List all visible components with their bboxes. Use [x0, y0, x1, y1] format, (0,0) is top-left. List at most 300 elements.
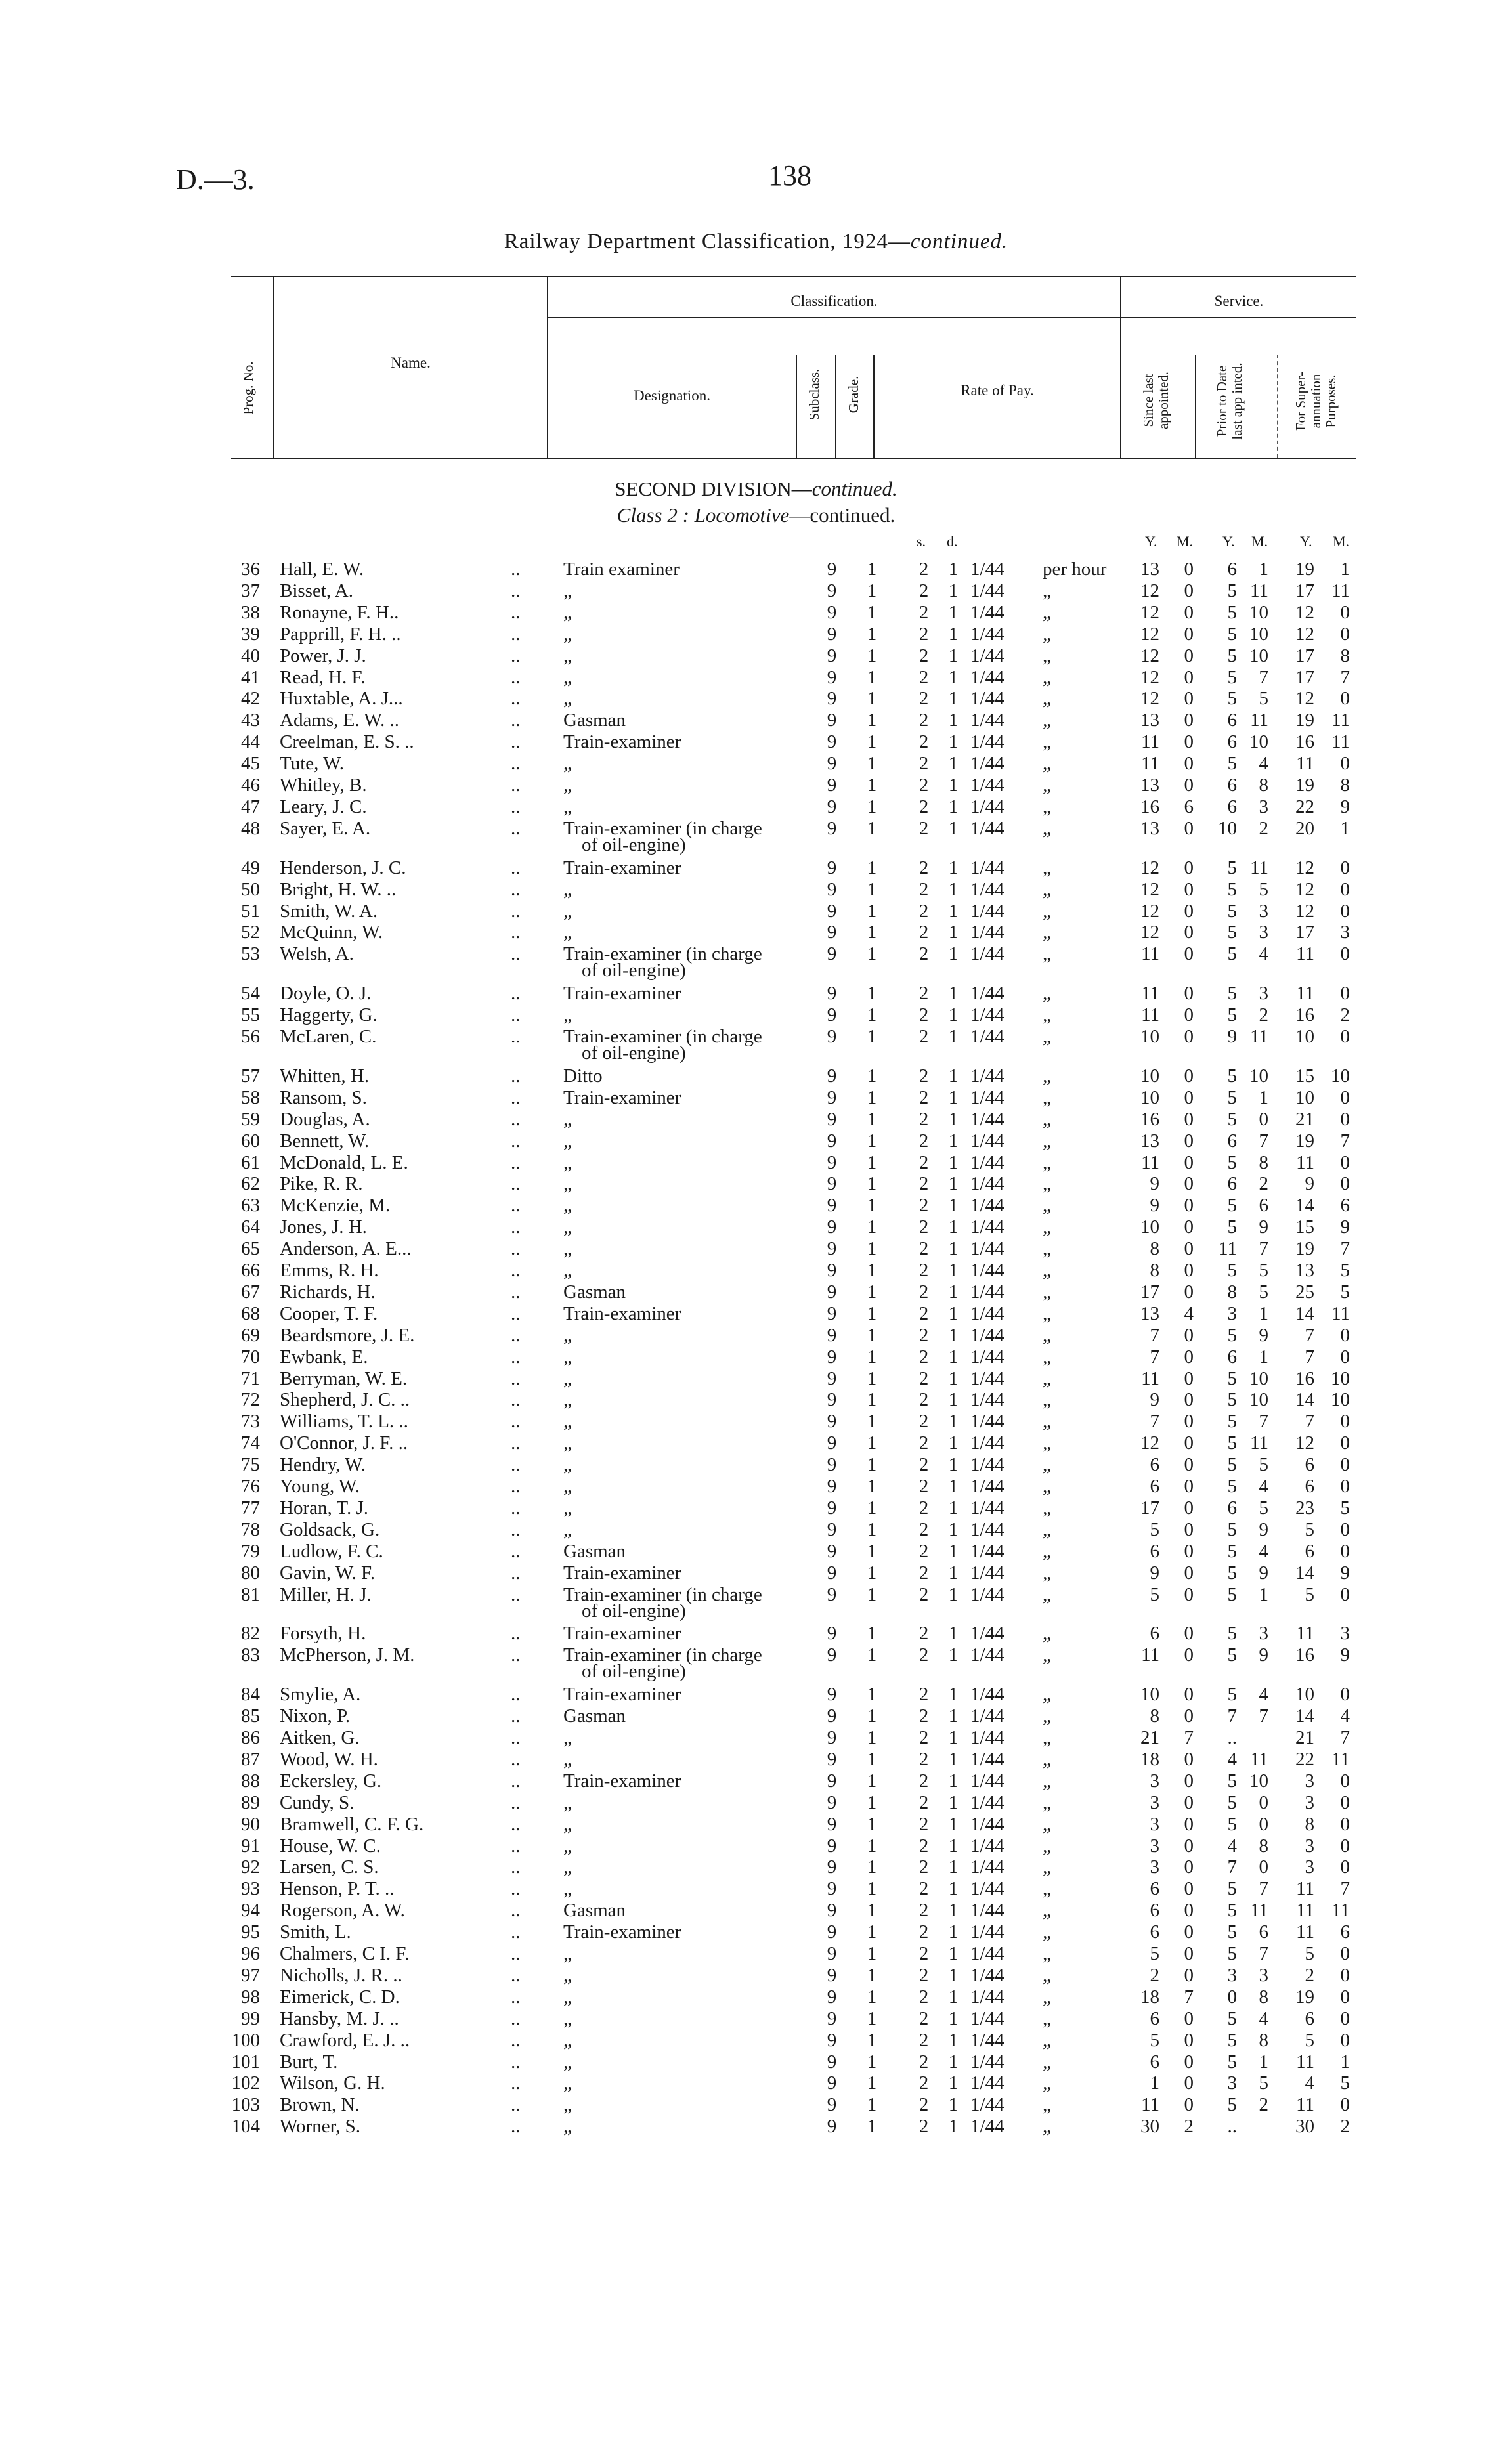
since-last-years: 6: [1150, 1540, 1159, 1562]
grade: 1: [867, 1857, 877, 1878]
designation: „: [563, 1411, 572, 1432]
rate-unit: „: [1043, 1476, 1051, 1497]
rate-unit: „: [1043, 2073, 1051, 2094]
leader-dots: ..: [511, 1813, 521, 1835]
super-months: 2: [1340, 2116, 1350, 2138]
super-months: 0: [1340, 753, 1350, 775]
rate-pence: 1: [948, 1792, 959, 1813]
rate-pence: 1: [948, 922, 959, 943]
super-years: 2: [1305, 1964, 1314, 1986]
since-last-years: 3: [1150, 1792, 1159, 1813]
since-last-months: 0: [1184, 601, 1194, 623]
rate-shillings: 2: [918, 1086, 929, 1108]
designation: „: [563, 1986, 572, 2008]
rate-shillings: 2: [918, 623, 929, 645]
prior-months: 9: [1259, 1562, 1268, 1583]
unit-y2: Y.: [1222, 533, 1235, 549]
subclass: 9: [827, 900, 837, 922]
table-row: [0, 1087, 1512, 1109]
designation: Train-examiner: [563, 1623, 681, 1644]
leader-dots: ..: [511, 1792, 521, 1813]
col-since-last: Since last appointed.: [1140, 371, 1171, 430]
prior-years: ..: [1227, 2116, 1237, 2138]
page-number: 138: [768, 160, 811, 192]
super-months: 0: [1340, 983, 1350, 1004]
rate-shillings: 2: [918, 1623, 929, 1644]
table-row: [0, 1943, 1512, 1965]
prior-years: ..: [1227, 1727, 1237, 1748]
employee-name: Eckersley, G.: [280, 1770, 382, 1792]
since-last-months: 0: [1184, 1813, 1194, 1835]
prior-months: 1: [1259, 1302, 1268, 1324]
leader-dots: ..: [511, 1900, 521, 1922]
rate-unit: „: [1043, 1216, 1051, 1238]
rate-shillings: 2: [918, 559, 929, 580]
employee-name: Beardsmore, J. E.: [280, 1324, 415, 1346]
super-years: 22: [1295, 1748, 1314, 1770]
rate-pence: 1: [948, 1706, 959, 1727]
prog-no: 93: [241, 1878, 260, 1900]
table-row: [0, 1771, 1512, 1792]
super-years: 3: [1305, 1792, 1314, 1813]
since-last-months: 0: [1184, 1108, 1194, 1130]
since-last-months: 0: [1184, 645, 1194, 666]
super-months: 0: [1340, 1770, 1350, 1792]
grade: 1: [867, 2051, 877, 2073]
leader-dots: ..: [511, 796, 521, 817]
employee-name: McQuinn, W.: [280, 922, 383, 943]
subclass: 9: [827, 1922, 837, 1943]
super-months: 0: [1340, 1346, 1350, 1367]
rate-fraction: 1/44: [970, 1476, 1004, 1497]
since-last-months: 0: [1184, 1583, 1194, 1605]
rate-unit: „: [1043, 645, 1051, 666]
rate-unit: „: [1043, 878, 1051, 900]
since-last-months: 0: [1184, 1173, 1194, 1195]
prior-months: 10: [1249, 1389, 1268, 1411]
super-months: 7: [1340, 1878, 1350, 1900]
rate-unit: „: [1043, 731, 1051, 753]
since-last-months: 0: [1184, 857, 1194, 878]
rate-shillings: 2: [918, 2008, 929, 2029]
leader-dots: ..: [511, 1986, 521, 2008]
rate-pence: 1: [948, 1346, 959, 1367]
rate-fraction: 1/44: [970, 817, 1004, 839]
rate-unit: „: [1043, 623, 1051, 645]
super-years: 19: [1295, 1238, 1314, 1260]
rate-shillings: 2: [918, 1922, 929, 1943]
rate-pence: 1: [948, 1623, 959, 1644]
rate-pence: 1: [948, 2029, 959, 2051]
grade: 1: [867, 1411, 877, 1432]
employee-name: Horan, T. J.: [280, 1497, 369, 1518]
designation: „: [563, 1108, 572, 1130]
col-sep-6: [873, 355, 875, 458]
table-row: [0, 1432, 1512, 1454]
rate-fraction: 1/44: [970, 1518, 1004, 1540]
employee-name: Goldsack, G.: [280, 1518, 380, 1540]
since-last-years: 16: [1140, 796, 1159, 817]
super-years: 6: [1305, 2008, 1314, 2029]
prior-months: 7: [1259, 1706, 1268, 1727]
designation: „: [563, 580, 572, 601]
grade: 1: [867, 601, 877, 623]
leader-dots: ..: [511, 922, 521, 943]
prior-months: 7: [1259, 1878, 1268, 1900]
super-years: 25: [1295, 1281, 1314, 1302]
rate-fraction: 1/44: [970, 1727, 1004, 1748]
rate-pence: 1: [948, 817, 959, 839]
table-row: [0, 943, 1512, 965]
title-main: Railway Department Classification, 1924—: [504, 230, 911, 253]
leader-dots: ..: [511, 1497, 521, 1518]
super-months: 0: [1340, 943, 1350, 965]
rate-unit: „: [1043, 580, 1051, 601]
since-last-months: 0: [1184, 1964, 1194, 1986]
rate-shillings: 2: [918, 1454, 929, 1476]
col-rate: Rate of Pay.: [961, 382, 1034, 398]
employee-name: Burt, T.: [280, 2051, 338, 2073]
table-row: [0, 710, 1512, 731]
prior-years: 5: [1227, 1540, 1237, 1562]
prog-no: 63: [241, 1195, 260, 1216]
since-last-months: 0: [1184, 1562, 1194, 1583]
rate-fraction: 1/44: [970, 1432, 1004, 1454]
prior-months: 7: [1259, 1130, 1268, 1151]
rate-unit: „: [1043, 1302, 1051, 1324]
prior-years: 5: [1227, 2094, 1237, 2116]
since-last-months: 0: [1184, 1346, 1194, 1367]
prior-years: 5: [1227, 1432, 1237, 1454]
grade: 1: [867, 1835, 877, 1857]
employee-name: Berryman, W. E.: [280, 1367, 408, 1389]
prog-no: 62: [241, 1173, 260, 1195]
employee-name: Creelman, E. S. ..: [280, 731, 414, 753]
prior-months: 3: [1259, 796, 1268, 817]
prog-no: 69: [241, 1324, 260, 1346]
table-row: [0, 857, 1512, 879]
subclass: 9: [827, 1367, 837, 1389]
division-continued: continued.: [811, 477, 897, 500]
super-months: 0: [1340, 857, 1350, 878]
prior-months: 7: [1259, 1411, 1268, 1432]
rate-fraction: 1/44: [970, 1644, 1004, 1666]
grade: 1: [867, 1562, 877, 1583]
designation: „: [563, 753, 572, 775]
page-title: [0, 230, 1512, 254]
leader-dots: ..: [511, 2073, 521, 2094]
rate-shillings: 2: [918, 1706, 929, 1727]
prog-no: 92: [241, 1857, 260, 1878]
subclass: 9: [827, 1706, 837, 1727]
rate-pence: 1: [948, 1086, 959, 1108]
prior-months: 5: [1259, 1281, 1268, 1302]
class-heading: [0, 504, 1512, 527]
table-row: [0, 1368, 1512, 1390]
rate-pence: 1: [948, 731, 959, 753]
prog-no: 60: [241, 1130, 260, 1151]
designation: „: [563, 1476, 572, 1497]
designation: Train-examiner: [563, 1562, 681, 1583]
super-years: 30: [1295, 2116, 1314, 2138]
col-sep-4: [796, 355, 797, 458]
table-row: [0, 1644, 1512, 1666]
table-row: [0, 1623, 1512, 1644]
rate-fraction: 1/44: [970, 1770, 1004, 1792]
prior-months: 11: [1250, 580, 1268, 601]
designation: „: [563, 1792, 572, 1813]
prior-months: 0: [1259, 1857, 1268, 1878]
rate-pence: 1: [948, 1195, 959, 1216]
rate-pence: 1: [948, 1562, 959, 1583]
subclass: 9: [827, 922, 837, 943]
designation: „: [563, 1518, 572, 1540]
super-months: 0: [1340, 1151, 1350, 1173]
subclass: 9: [827, 1346, 837, 1367]
super-years: 20: [1295, 817, 1314, 839]
prog-no: 98: [241, 1986, 260, 2008]
since-last-years: 11: [1141, 2094, 1159, 2116]
grade: 1: [867, 922, 877, 943]
rate-shillings: 2: [918, 2116, 929, 2138]
prior-years: 5: [1227, 1260, 1237, 1281]
prior-months: 8: [1259, 775, 1268, 796]
rate-pence: 1: [948, 666, 959, 688]
rate-shillings: 2: [918, 1026, 929, 1047]
designation: Train-examiner (in charge: [563, 1026, 762, 1047]
prior-months: 7: [1259, 1238, 1268, 1260]
rate-unit: „: [1043, 922, 1051, 943]
grade: 1: [867, 878, 877, 900]
subclass: 9: [827, 1644, 837, 1666]
super-months: 8: [1340, 775, 1350, 796]
prior-months: 10: [1249, 623, 1268, 645]
table-row: [0, 1814, 1512, 1836]
rate-unit: „: [1043, 2051, 1051, 2073]
rate-fraction: 1/44: [970, 1302, 1004, 1324]
designation: Train-examiner: [563, 1684, 681, 1706]
prog-no: 36: [241, 559, 260, 580]
table-row: [0, 559, 1512, 580]
since-last-years: 7: [1150, 1411, 1159, 1432]
subclass: 9: [827, 2073, 837, 2094]
subclass: 9: [827, 1857, 837, 1878]
super-years: 11: [1296, 983, 1314, 1004]
table-row: [0, 580, 1512, 602]
grade: 1: [867, 1026, 877, 1047]
prior-years: 5: [1227, 1151, 1237, 1173]
prior-years: 5: [1227, 1086, 1237, 1108]
leader-dots: ..: [511, 710, 521, 731]
table-row: [0, 922, 1512, 943]
rate-unit: „: [1043, 1583, 1051, 1605]
rate-pence: 1: [948, 1065, 959, 1086]
subclass: 9: [827, 1260, 837, 1281]
rate-shillings: 2: [918, 1260, 929, 1281]
rate-unit: „: [1043, 1792, 1051, 1813]
since-last-months: 0: [1184, 1065, 1194, 1086]
subclass: 9: [827, 1389, 837, 1411]
subclass: 9: [827, 775, 837, 796]
since-last-years: 12: [1140, 623, 1159, 645]
prior-months: 3: [1259, 1964, 1268, 1986]
prog-no: 58: [241, 1086, 260, 1108]
table-row: [0, 1195, 1512, 1216]
super-months: 0: [1340, 1540, 1350, 1562]
super-years: 14: [1295, 1706, 1314, 1727]
rate-pence: 1: [948, 1130, 959, 1151]
class-continued: —continued.: [789, 504, 896, 527]
prior-years: 6: [1227, 775, 1237, 796]
grade: 1: [867, 1130, 877, 1151]
rate-fraction: 1/44: [970, 1583, 1004, 1605]
rate-fraction: 1/44: [970, 1857, 1004, 1878]
super-years: 17: [1295, 666, 1314, 688]
rate-unit: „: [1043, 2094, 1051, 2116]
page-header-left: D.—3.: [176, 163, 255, 196]
unit-s: s.: [917, 533, 926, 549]
super-months: 3: [1340, 922, 1350, 943]
employee-name: Read, H. F.: [280, 666, 366, 688]
rate-fraction: 1/44: [970, 2094, 1004, 2116]
since-last-years: 10: [1140, 1086, 1159, 1108]
designation: Gasman: [563, 1900, 626, 1922]
super-months: 7: [1340, 1238, 1350, 1260]
subclass: 9: [827, 710, 837, 731]
rate-pence: 1: [948, 2051, 959, 2073]
grade: 1: [867, 1108, 877, 1130]
rate-pence: 1: [948, 775, 959, 796]
grade: 1: [867, 1964, 877, 1986]
rate-pence: 1: [948, 1281, 959, 1302]
subclass: 9: [827, 1238, 837, 1260]
subclass: 9: [827, 2094, 837, 2116]
rate-unit: „: [1043, 1497, 1051, 1518]
rate-shillings: 2: [918, 1432, 929, 1454]
rate-fraction: 1/44: [970, 2116, 1004, 2138]
prior-years: 5: [1227, 1943, 1237, 1964]
table-row: [0, 2116, 1512, 2138]
subclass: 9: [827, 1900, 837, 1922]
subclass: 9: [827, 1004, 837, 1026]
leader-dots: ..: [511, 1835, 521, 1857]
rate-shillings: 2: [918, 1367, 929, 1389]
rate-fraction: 1/44: [970, 2051, 1004, 2073]
since-last-months: 7: [1184, 1986, 1194, 2008]
designation: „: [563, 878, 572, 900]
service-rule: [1121, 317, 1356, 318]
since-last-years: 13: [1140, 710, 1159, 731]
classification-rule: [548, 317, 1120, 318]
prior-months: 1: [1259, 559, 1268, 580]
since-last-years: 11: [1141, 1644, 1159, 1666]
prior-months: 9: [1259, 1644, 1268, 1666]
prog-no: 87: [241, 1748, 260, 1770]
subclass: 9: [827, 2029, 837, 2051]
grade: 1: [867, 1346, 877, 1367]
prog-no: 76: [241, 1476, 260, 1497]
rate-unit: „: [1043, 1130, 1051, 1151]
prog-no: 86: [241, 1727, 260, 1748]
subclass: 9: [827, 878, 837, 900]
table-row: [0, 1303, 1512, 1325]
designation: „: [563, 645, 572, 666]
since-last-years: 11: [1141, 983, 1159, 1004]
rate-unit: „: [1043, 1389, 1051, 1411]
prior-years: 3: [1227, 2073, 1237, 2094]
rate-shillings: 2: [918, 878, 929, 900]
since-last-months: 0: [1184, 1835, 1194, 1857]
subclass: 9: [827, 1497, 837, 1518]
subclass: 9: [827, 559, 837, 580]
rate-shillings: 2: [918, 1411, 929, 1432]
super-months: 11: [1331, 580, 1350, 601]
designation: „: [563, 1367, 572, 1389]
super-months: 5: [1340, 1281, 1350, 1302]
since-last-years: 6: [1150, 2008, 1159, 2029]
rate-unit: „: [1043, 1986, 1051, 2008]
grade: 1: [867, 645, 877, 666]
leader-dots: ..: [511, 1943, 521, 1964]
designation: „: [563, 1454, 572, 1476]
prior-years: 5: [1227, 753, 1237, 775]
grade: 1: [867, 1238, 877, 1260]
prior-months: 5: [1259, 1454, 1268, 1476]
table-row: [0, 775, 1512, 796]
designation-continuation: of oil-engine): [582, 834, 686, 855]
grade: 1: [867, 1151, 877, 1173]
grade: 1: [867, 2008, 877, 2029]
rate-pence: 1: [948, 1108, 959, 1130]
super-years: 5: [1305, 1583, 1314, 1605]
since-last-years: 21: [1140, 1727, 1159, 1748]
rate-fraction: 1/44: [970, 666, 1004, 688]
prog-no: 75: [241, 1454, 260, 1476]
rate-pence: 1: [948, 1324, 959, 1346]
employee-name: Nicholls, J. R. ..: [280, 1964, 402, 1986]
grade: 1: [867, 2029, 877, 2051]
rate-fraction: 1/44: [970, 1108, 1004, 1130]
super-months: 0: [1340, 1684, 1350, 1706]
super-months: 7: [1340, 1130, 1350, 1151]
since-last-years: 9: [1150, 1195, 1159, 1216]
super-years: 19: [1295, 1130, 1314, 1151]
subclass: 9: [827, 1878, 837, 1900]
subclass: 9: [827, 580, 837, 601]
prior-months: 8: [1259, 1986, 1268, 2008]
prior-years: 5: [1227, 1684, 1237, 1706]
prior-years: 11: [1219, 1238, 1237, 1260]
grade: 1: [867, 623, 877, 645]
since-last-years: 6: [1150, 1454, 1159, 1476]
leader-dots: ..: [511, 2008, 521, 2029]
designation: Train examiner: [563, 559, 680, 580]
prior-years: 9: [1227, 1026, 1237, 1047]
designation: Train-examiner: [563, 1922, 681, 1943]
since-last-months: 0: [1184, 2008, 1194, 2029]
since-last-years: 5: [1150, 1518, 1159, 1540]
prog-no: 45: [241, 753, 260, 775]
rate-pence: 1: [948, 1878, 959, 1900]
super-months: 0: [1340, 623, 1350, 645]
grade: 1: [867, 1302, 877, 1324]
super-years: 8: [1305, 1813, 1314, 1835]
table-row: [0, 1346, 1512, 1368]
unit-d: d.: [947, 533, 958, 549]
rate-fraction: 1/44: [970, 857, 1004, 878]
grade: 1: [867, 1727, 877, 1748]
employee-name: McPherson, J. M.: [280, 1644, 415, 1666]
